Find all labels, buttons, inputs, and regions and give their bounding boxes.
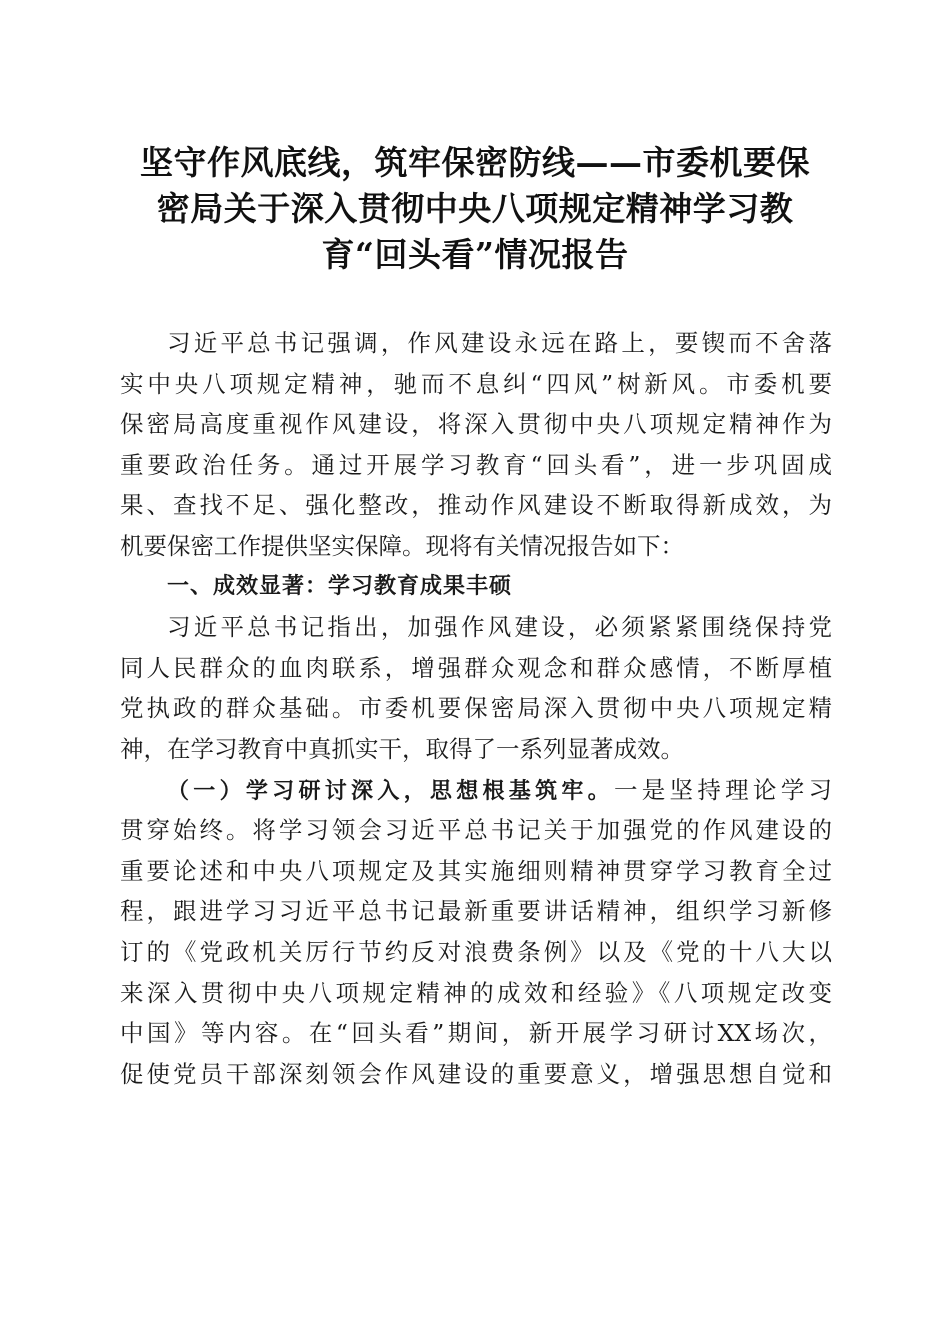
paragraph-line: 习近平总书记指出，加强作风建设，必须紧紧围绕保持党: [167, 613, 832, 642]
paragraph-line: 神，在学习教育中真抓实干，取得了一系列显著成效。: [120, 734, 684, 763]
paragraph-line: 程，跟进学习习近平总书记最新重要讲话精神，组织学习新修: [120, 897, 832, 926]
paragraph-line: 贯穿始终。将学习领会习近平总书记关于加强党的作风建设的: [120, 816, 832, 845]
paragraph-line: 重要政治任务。通过开展学习教育“回头看”，进一步巩固成: [120, 450, 832, 479]
subsection1-heading: （一）学习研讨深入，思想根基筑牢。: [167, 778, 614, 804]
paragraph-line: [120, 770, 832, 811]
title-line: 坚守作风底线，筑牢保密防线——市委机要保: [140, 143, 810, 182]
paragraph-line: 党执政的群众基础。市委机要保密局深入贯彻中央八项规定精: [120, 694, 832, 723]
paragraph-line: 实中央八项规定精神，驰而不息纠“四风”树新风。市委机要: [120, 369, 832, 398]
section-heading: [120, 567, 832, 608]
paragraph-line: 订的《党政机关厉行节约反对浪费条例》以及《党的十八大以: [120, 937, 832, 966]
paragraph-line: 重要论述和中央八项规定及其实施细则精神贯穿学习教育全过: [120, 856, 832, 885]
title-line: 育“回头看”情况报告: [321, 235, 629, 274]
paragraph-line: 同人民群众的血肉联系，增强群众观念和群众感情，不断厚植: [120, 653, 832, 682]
paragraph-line: 中国》等内容。在“回头看”期间，新开展学习研讨XX场次，: [120, 1019, 832, 1048]
paragraph-text: 一是坚持理论学习: [613, 775, 832, 804]
subsection1-paragraph: [120, 770, 832, 1095]
section1-heading: 一、成效显著：学习教育成果丰硕: [167, 573, 513, 599]
intro-paragraph: [120, 323, 832, 567]
section1-paragraph: [120, 607, 832, 769]
paragraph-line: 果、查找不足、强化整改，推动作风建设不断取得新成效，为: [120, 491, 832, 520]
title-line: 密局关于深入贯彻中央八项规定精神学习教: [156, 189, 794, 228]
document-title: [110, 140, 840, 278]
paragraph-line: 习近平总书记强调，作风建设永远在路上，要锲而不舍落: [167, 329, 832, 357]
paragraph-line: 来深入贯彻中央八项规定精神的成效和经验》《八项规定改变: [120, 978, 832, 1007]
paragraph-line: 保密局高度重视作风建设，将深入贯彻中央八项规定精神作为: [120, 410, 832, 439]
paragraph-line: 机要保密工作提供坚实保障。现将有关情况报告如下：: [120, 531, 684, 560]
paragraph-line: 促使党员干部深刻领会作风建设的重要意义，增强思想自觉和: [120, 1059, 832, 1088]
document-body: [120, 323, 832, 1094]
